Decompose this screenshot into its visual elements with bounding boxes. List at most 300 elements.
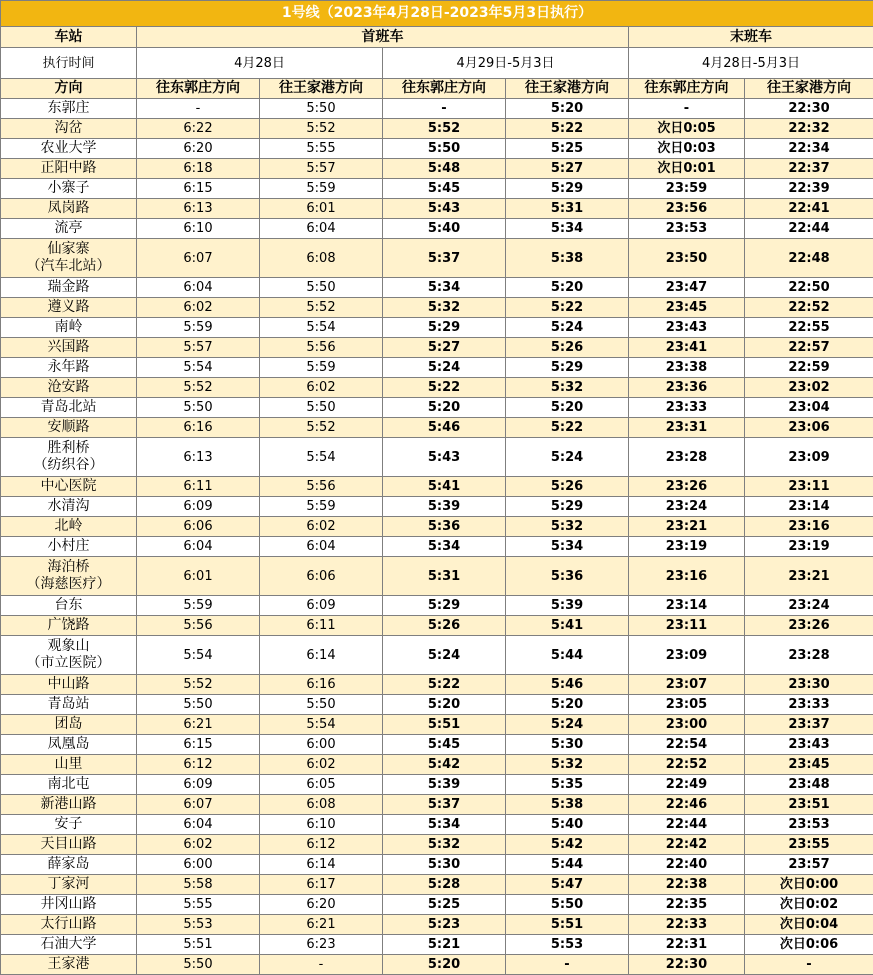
station-name [1, 338, 137, 358]
last-to-wangjiagang-time: 22:57 [745, 338, 873, 358]
first-apr29-to-dongguozhuang-time: 5:32 [383, 298, 506, 318]
first-apr29-to-wangjiagang-time: 5:47 [506, 875, 629, 895]
first-apr28-to-dongguozhuang-time: 6:11 [137, 477, 260, 497]
first-apr29-to-wangjiagang-time: 5:38 [506, 795, 629, 815]
table-row [1, 616, 873, 636]
station-name [1, 815, 137, 835]
first-apr29-to-wangjiagang-time: 5:26 [506, 477, 629, 497]
first-apr28-to-wangjiagang-time: 5:52 [260, 119, 383, 139]
first-apr29-to-dongguozhuang-time: 5:34 [383, 815, 506, 835]
station-name-line: 天目山路 [1, 836, 136, 853]
table-row [1, 318, 873, 338]
first-apr29-to-dongguozhuang-time: 5:37 [383, 239, 506, 278]
first-apr28-to-dongguozhuang-time: 5:50 [137, 955, 260, 975]
table-row [1, 199, 873, 219]
period-first-apr28: 4月28日 [137, 48, 383, 79]
last-to-dongguozhuang-time: 22:30 [629, 955, 745, 975]
station-name-line: 中山路 [1, 676, 136, 693]
first-apr29-to-wangjiagang-time: 5:42 [506, 835, 629, 855]
station-name [1, 358, 137, 378]
station-name [1, 398, 137, 418]
first-apr28-to-wangjiagang-time: 6:08 [260, 795, 383, 815]
first-apr28-to-dongguozhuang-time: 5:56 [137, 616, 260, 636]
table-row [1, 895, 873, 915]
first-apr29-to-dongguozhuang-time: 5:41 [383, 477, 506, 497]
first-apr29-to-wangjiagang-time: 5:53 [506, 935, 629, 955]
last-to-wangjiagang-time: 次日0:02 [745, 895, 873, 915]
last-to-dongguozhuang-time: 23:05 [629, 695, 745, 715]
last-to-dongguozhuang-time: 22:54 [629, 735, 745, 755]
station-name [1, 278, 137, 298]
last-to-wangjiagang-time: 22:37 [745, 159, 873, 179]
station-name [1, 795, 137, 815]
first-apr29-to-dongguozhuang-time: 5:46 [383, 418, 506, 438]
first-apr28-to-wangjiagang-time: 5:50 [260, 695, 383, 715]
station-name-line: 北岭 [1, 518, 136, 535]
first-apr29-to-dongguozhuang-time: 5:50 [383, 139, 506, 159]
station-name-line: 团岛 [1, 716, 136, 733]
first-apr29-to-wangjiagang-time: 5:24 [506, 438, 629, 477]
table-row [1, 119, 873, 139]
first-apr29-to-dongguozhuang-time: 5:45 [383, 735, 506, 755]
table-row [1, 815, 873, 835]
station-name-line: 广饶路 [1, 617, 136, 634]
dir-last-to-wangjiagang: 往王家港方向 [745, 79, 873, 99]
station-name [1, 199, 137, 219]
table-row [1, 795, 873, 815]
last-to-dongguozhuang-time: 23:47 [629, 278, 745, 298]
station-name-line: 小寨子 [1, 180, 136, 197]
last-to-wangjiagang-time: 次日0:00 [745, 875, 873, 895]
first-apr29-to-dongguozhuang-time: 5:24 [383, 358, 506, 378]
table-row [1, 179, 873, 199]
first-apr28-to-dongguozhuang-time: 5:58 [137, 875, 260, 895]
first-apr29-to-dongguozhuang-time: 5:32 [383, 835, 506, 855]
first-apr28-to-dongguozhuang-time: 5:53 [137, 915, 260, 935]
first-apr29-to-wangjiagang-time: 5:38 [506, 239, 629, 278]
table-row [1, 378, 873, 398]
first-apr29-to-dongguozhuang-time: 5:36 [383, 517, 506, 537]
station-name [1, 695, 137, 715]
first-apr28-to-dongguozhuang-time: 5:55 [137, 895, 260, 915]
first-apr29-to-dongguozhuang-time: - [383, 99, 506, 119]
last-to-dongguozhuang-time: - [629, 99, 745, 119]
first-apr29-to-wangjiagang-time: 5:40 [506, 815, 629, 835]
first-apr29-to-wangjiagang-time: 5:39 [506, 596, 629, 616]
last-to-wangjiagang-time: 23:06 [745, 418, 873, 438]
station-name-line: 流亭 [1, 220, 136, 237]
first-apr29-to-dongguozhuang-time: 5:27 [383, 338, 506, 358]
first-apr28-to-wangjiagang-time: 6:02 [260, 378, 383, 398]
station-subname-line: （海慈医疗） [1, 576, 136, 593]
last-to-wangjiagang-time: 23:14 [745, 497, 873, 517]
station-name-line: 瑞金路 [1, 279, 136, 296]
first-apr28-to-dongguozhuang-time: 5:50 [137, 695, 260, 715]
first-apr28-to-wangjiagang-time: 5:52 [260, 418, 383, 438]
last-to-dongguozhuang-time: 22:44 [629, 815, 745, 835]
first-apr28-to-wangjiagang-time: - [260, 955, 383, 975]
first-apr28-to-dongguozhuang-time: 6:21 [137, 715, 260, 735]
first-apr28-to-wangjiagang-time: 5:54 [260, 318, 383, 338]
first-apr28-to-dongguozhuang-time: 5:52 [137, 378, 260, 398]
last-to-wangjiagang-time: 23:51 [745, 795, 873, 815]
station-name [1, 755, 137, 775]
first-apr28-to-wangjiagang-time: 6:02 [260, 755, 383, 775]
first-apr28-to-dongguozhuang-time: 6:09 [137, 497, 260, 517]
first-apr29-to-dongguozhuang-time: 5:20 [383, 955, 506, 975]
last-to-wangjiagang-time: 23:48 [745, 775, 873, 795]
station-name-line: 安子 [1, 816, 136, 833]
table-row [1, 835, 873, 855]
first-apr28-to-dongguozhuang-time: 5:50 [137, 398, 260, 418]
last-to-wangjiagang-time: 22:52 [745, 298, 873, 318]
first-apr28-to-wangjiagang-time: 5:59 [260, 497, 383, 517]
first-apr28-to-dongguozhuang-time: 6:12 [137, 755, 260, 775]
first-apr29-to-wangjiagang-time: 5:46 [506, 675, 629, 695]
dir-a-to-dongguozhuang: 往东郭庄方向 [137, 79, 260, 99]
station-name-line: 石油大学 [1, 936, 136, 953]
first-apr29-to-dongguozhuang-time: 5:52 [383, 119, 506, 139]
last-to-dongguozhuang-time: 次日0:03 [629, 139, 745, 159]
station-subname-line: （汽车北站） [1, 258, 136, 275]
last-to-dongguozhuang-time: 23:59 [629, 179, 745, 199]
first-apr28-to-dongguozhuang-time: 5:54 [137, 636, 260, 675]
last-to-wangjiagang-time: 23:24 [745, 596, 873, 616]
station-name [1, 219, 137, 239]
period-first-apr29-may3: 4月29日-5月3日 [383, 48, 629, 79]
station-name [1, 557, 137, 596]
last-to-wangjiagang-time: 23:37 [745, 715, 873, 735]
table-row [1, 338, 873, 358]
first-apr28-to-wangjiagang-time: 6:04 [260, 219, 383, 239]
period-last-apr28-may3: 4月28日-5月3日 [629, 48, 873, 79]
first-apr28-to-wangjiagang-time: 6:06 [260, 557, 383, 596]
last-to-dongguozhuang-time: 22:38 [629, 875, 745, 895]
direction-label: 方向 [1, 79, 137, 99]
table-row [1, 855, 873, 875]
first-apr28-to-wangjiagang-time: 5:56 [260, 477, 383, 497]
station-name [1, 159, 137, 179]
last-to-dongguozhuang-time: 23:36 [629, 378, 745, 398]
first-apr29-to-wangjiagang-time: 5:41 [506, 616, 629, 636]
station-name-line: 正阳中路 [1, 160, 136, 177]
first-apr29-to-dongguozhuang-time: 5:29 [383, 318, 506, 338]
first-apr29-to-wangjiagang-time: 5:44 [506, 636, 629, 675]
first-apr29-to-dongguozhuang-time: 5:20 [383, 398, 506, 418]
first-apr29-to-dongguozhuang-time: 5:24 [383, 636, 506, 675]
station-name [1, 915, 137, 935]
last-to-dongguozhuang-time: 23:56 [629, 199, 745, 219]
last-to-wangjiagang-time: 23:30 [745, 675, 873, 695]
first-apr28-to-wangjiagang-time: 6:05 [260, 775, 383, 795]
first-apr28-to-wangjiagang-time: 5:54 [260, 715, 383, 735]
first-apr29-to-dongguozhuang-time: 5:26 [383, 616, 506, 636]
station-name-line: 南岭 [1, 319, 136, 336]
first-apr28-to-wangjiagang-time: 6:00 [260, 735, 383, 755]
last-to-wangjiagang-time: 23:57 [745, 855, 873, 875]
first-apr29-to-dongguozhuang-time: 5:31 [383, 557, 506, 596]
first-apr28-to-wangjiagang-time: 6:02 [260, 517, 383, 537]
first-apr29-to-wangjiagang-time: 5:35 [506, 775, 629, 795]
first-apr28-to-wangjiagang-time: 6:01 [260, 199, 383, 219]
station-name-line: 山里 [1, 756, 136, 773]
dir-a-to-wangjiagang: 往王家港方向 [260, 79, 383, 99]
table-row [1, 935, 873, 955]
table-row [1, 438, 873, 477]
first-apr29-to-wangjiagang-time: - [506, 955, 629, 975]
last-train-header: 末班车 [629, 27, 873, 48]
first-apr29-to-dongguozhuang-time: 5:45 [383, 179, 506, 199]
first-apr29-to-dongguozhuang-time: 5:25 [383, 895, 506, 915]
station-name-line: 青岛站 [1, 696, 136, 713]
first-apr28-to-dongguozhuang-time: 6:02 [137, 835, 260, 855]
station-name [1, 418, 137, 438]
last-to-dongguozhuang-time: 23:19 [629, 537, 745, 557]
first-apr29-to-dongguozhuang-time: 5:22 [383, 675, 506, 695]
first-apr29-to-wangjiagang-time: 5:32 [506, 378, 629, 398]
station-name [1, 438, 137, 477]
first-apr28-to-dongguozhuang-time: 6:18 [137, 159, 260, 179]
last-to-wangjiagang-time: 23:33 [745, 695, 873, 715]
first-apr29-to-dongguozhuang-time: 5:40 [383, 219, 506, 239]
first-apr28-to-wangjiagang-time: 6:10 [260, 815, 383, 835]
last-to-wangjiagang-time: 23:11 [745, 477, 873, 497]
station-name [1, 636, 137, 675]
first-apr29-to-wangjiagang-time: 5:22 [506, 298, 629, 318]
first-apr28-to-dongguozhuang-time: 6:06 [137, 517, 260, 537]
table-row [1, 775, 873, 795]
station-name-line: 薛家岛 [1, 856, 136, 873]
station-name-line: 遵义路 [1, 299, 136, 316]
station-name-line: 太行山路 [1, 916, 136, 933]
last-to-wangjiagang-time: 23:26 [745, 616, 873, 636]
table-row [1, 596, 873, 616]
first-apr29-to-dongguozhuang-time: 5:51 [383, 715, 506, 735]
first-apr28-to-dongguozhuang-time: 6:22 [137, 119, 260, 139]
last-to-dongguozhuang-time: 23:16 [629, 557, 745, 596]
first-apr29-to-wangjiagang-time: 5:26 [506, 338, 629, 358]
last-to-dongguozhuang-time: 22:31 [629, 935, 745, 955]
first-apr28-to-dongguozhuang-time: 5:52 [137, 675, 260, 695]
last-to-wangjiagang-time: 22:41 [745, 199, 873, 219]
station-name-line: 观象山 [1, 638, 136, 655]
first-apr28-to-wangjiagang-time: 5:50 [260, 398, 383, 418]
first-apr28-to-wangjiagang-time: 6:04 [260, 537, 383, 557]
last-to-dongguozhuang-time: 23:26 [629, 477, 745, 497]
first-apr29-to-dongguozhuang-time: 5:34 [383, 278, 506, 298]
station-name [1, 497, 137, 517]
last-to-dongguozhuang-time: 23:50 [629, 239, 745, 278]
station-name-line: 农业大学 [1, 140, 136, 157]
station-name-line: 沧安路 [1, 379, 136, 396]
last-to-dongguozhuang-time: 23:38 [629, 358, 745, 378]
station-name [1, 935, 137, 955]
first-apr28-to-dongguozhuang-time: 6:15 [137, 179, 260, 199]
first-apr29-to-wangjiagang-time: 5:34 [506, 219, 629, 239]
table-row [1, 219, 873, 239]
first-apr29-to-wangjiagang-time: 5:31 [506, 199, 629, 219]
station-name [1, 139, 137, 159]
last-to-wangjiagang-time: 22:59 [745, 358, 873, 378]
station-name [1, 99, 137, 119]
station-name [1, 477, 137, 497]
first-apr28-to-dongguozhuang-time: 6:09 [137, 775, 260, 795]
first-apr29-to-wangjiagang-time: 5:20 [506, 695, 629, 715]
station-name-line: 小村庄 [1, 538, 136, 555]
first-apr28-to-dongguozhuang-time: 6:13 [137, 199, 260, 219]
station-name-line: 海泊桥 [1, 559, 136, 576]
last-to-dongguozhuang-time: 23:33 [629, 398, 745, 418]
first-apr28-to-wangjiagang-time: 6:16 [260, 675, 383, 695]
first-apr28-to-dongguozhuang-time: 5:59 [137, 318, 260, 338]
first-apr28-to-dongguozhuang-time: 6:02 [137, 298, 260, 318]
last-to-wangjiagang-time: 23:09 [745, 438, 873, 477]
first-apr29-to-wangjiagang-time: 5:20 [506, 398, 629, 418]
last-to-wangjiagang-time: 22:48 [745, 239, 873, 278]
station-name [1, 616, 137, 636]
station-name [1, 855, 137, 875]
table-row [1, 636, 873, 675]
station-name [1, 775, 137, 795]
first-apr28-to-wangjiagang-time: 5:59 [260, 358, 383, 378]
first-apr29-to-wangjiagang-time: 5:29 [506, 358, 629, 378]
first-apr29-to-dongguozhuang-time: 5:39 [383, 775, 506, 795]
first-apr28-to-dongguozhuang-time: 6:00 [137, 855, 260, 875]
first-apr29-to-dongguozhuang-time: 5:21 [383, 935, 506, 955]
table-row [1, 735, 873, 755]
dir-last-to-dongguozhuang: 往东郭庄方向 [629, 79, 745, 99]
station-name [1, 895, 137, 915]
last-to-wangjiagang-time: 23:19 [745, 537, 873, 557]
first-apr29-to-wangjiagang-time: 5:25 [506, 139, 629, 159]
station-name-line: 东郭庄 [1, 100, 136, 117]
first-apr29-to-wangjiagang-time: 5:44 [506, 855, 629, 875]
station-name-line: 兴国路 [1, 339, 136, 356]
first-apr29-to-dongguozhuang-time: 5:37 [383, 795, 506, 815]
first-apr28-to-wangjiagang-time: 5:50 [260, 278, 383, 298]
table-row [1, 497, 873, 517]
first-apr28-to-dongguozhuang-time: 6:20 [137, 139, 260, 159]
first-apr29-to-wangjiagang-time: 5:32 [506, 755, 629, 775]
last-to-wangjiagang-time: 23:02 [745, 378, 873, 398]
last-to-dongguozhuang-time: 22:46 [629, 795, 745, 815]
station-name-line: 胜利桥 [1, 440, 136, 457]
station-name-line: 丁家河 [1, 876, 136, 893]
station-name [1, 517, 137, 537]
table-row [1, 557, 873, 596]
station-name [1, 715, 137, 735]
first-apr29-to-dongguozhuang-time: 5:42 [383, 755, 506, 775]
first-apr28-to-dongguozhuang-time: 6:16 [137, 418, 260, 438]
first-apr29-to-wangjiagang-time: 5:50 [506, 895, 629, 915]
first-apr28-to-wangjiagang-time: 6:23 [260, 935, 383, 955]
station-name-line: 青岛北站 [1, 399, 136, 416]
last-to-wangjiagang-time: 23:43 [745, 735, 873, 755]
last-to-dongguozhuang-time: 23:31 [629, 418, 745, 438]
table-row [1, 715, 873, 735]
last-to-wangjiagang-time: 23:04 [745, 398, 873, 418]
last-to-dongguozhuang-time: 23:07 [629, 675, 745, 695]
station-name-line: 井冈山路 [1, 896, 136, 913]
first-apr29-to-wangjiagang-time: 5:51 [506, 915, 629, 935]
first-apr28-to-wangjiagang-time: 6:20 [260, 895, 383, 915]
table-row [1, 239, 873, 278]
first-apr29-to-dongguozhuang-time: 5:43 [383, 438, 506, 477]
table-row [1, 675, 873, 695]
station-header: 车站 [1, 27, 137, 48]
first-apr28-to-dongguozhuang-time: 6:04 [137, 537, 260, 557]
station-name [1, 875, 137, 895]
first-apr28-to-dongguozhuang-time: 5:54 [137, 358, 260, 378]
first-apr28-to-dongguozhuang-time: 6:07 [137, 795, 260, 815]
first-apr28-to-wangjiagang-time: 6:14 [260, 636, 383, 675]
table-row [1, 139, 873, 159]
last-to-dongguozhuang-time: 23:41 [629, 338, 745, 358]
last-to-wangjiagang-time: 22:50 [745, 278, 873, 298]
station-name [1, 835, 137, 855]
last-to-dongguozhuang-time: 23:21 [629, 517, 745, 537]
station-name-line: 中心医院 [1, 478, 136, 495]
last-to-wangjiagang-time: 次日0:04 [745, 915, 873, 935]
station-name [1, 735, 137, 755]
table-row [1, 159, 873, 179]
last-to-wangjiagang-time: 23:53 [745, 815, 873, 835]
first-apr29-to-wangjiagang-time: 5:34 [506, 537, 629, 557]
first-apr29-to-dongguozhuang-time: 5:39 [383, 497, 506, 517]
last-to-dongguozhuang-time: 23:09 [629, 636, 745, 675]
station-name [1, 318, 137, 338]
station-name-line: 凤凰岛 [1, 736, 136, 753]
last-to-dongguozhuang-time: 23:28 [629, 438, 745, 477]
dir-b-to-wangjiagang: 往王家港方向 [506, 79, 629, 99]
first-apr28-to-dongguozhuang-time: 6:04 [137, 278, 260, 298]
last-to-wangjiagang-time: 次日0:06 [745, 935, 873, 955]
station-name [1, 378, 137, 398]
last-to-dongguozhuang-time: 23:00 [629, 715, 745, 735]
first-apr28-to-dongguozhuang-time: 6:15 [137, 735, 260, 755]
first-apr28-to-wangjiagang-time: 5:55 [260, 139, 383, 159]
station-name [1, 675, 137, 695]
first-train-header: 首班车 [137, 27, 629, 48]
last-to-wangjiagang-time: 23:16 [745, 517, 873, 537]
station-name [1, 119, 137, 139]
table-row [1, 398, 873, 418]
dir-b-to-dongguozhuang: 往东郭庄方向 [383, 79, 506, 99]
first-apr29-to-dongguozhuang-time: 5:48 [383, 159, 506, 179]
last-to-wangjiagang-time: 22:55 [745, 318, 873, 338]
last-to-dongguozhuang-time: 22:49 [629, 775, 745, 795]
first-apr29-to-wangjiagang-time: 5:22 [506, 119, 629, 139]
last-to-wangjiagang-time: - [745, 955, 873, 975]
first-apr28-to-dongguozhuang-time: 6:07 [137, 239, 260, 278]
exec-time-label: 执行时间 [1, 48, 137, 79]
station-name-line: 永年路 [1, 359, 136, 376]
last-to-wangjiagang-time: 22:30 [745, 99, 873, 119]
first-apr28-to-wangjiagang-time: 5:52 [260, 298, 383, 318]
first-apr28-to-wangjiagang-time: 5:56 [260, 338, 383, 358]
first-apr28-to-wangjiagang-time: 5:59 [260, 179, 383, 199]
last-to-wangjiagang-time: 22:34 [745, 139, 873, 159]
table-row [1, 537, 873, 557]
first-apr29-to-dongguozhuang-time: 5:22 [383, 378, 506, 398]
first-apr29-to-dongguozhuang-time: 5:28 [383, 875, 506, 895]
last-to-wangjiagang-time: 23:28 [745, 636, 873, 675]
last-to-dongguozhuang-time: 次日0:05 [629, 119, 745, 139]
last-to-wangjiagang-time: 22:32 [745, 119, 873, 139]
first-apr29-to-wangjiagang-time: 5:24 [506, 318, 629, 338]
last-to-dongguozhuang-time: 23:11 [629, 616, 745, 636]
last-to-dongguozhuang-time: 22:52 [629, 755, 745, 775]
